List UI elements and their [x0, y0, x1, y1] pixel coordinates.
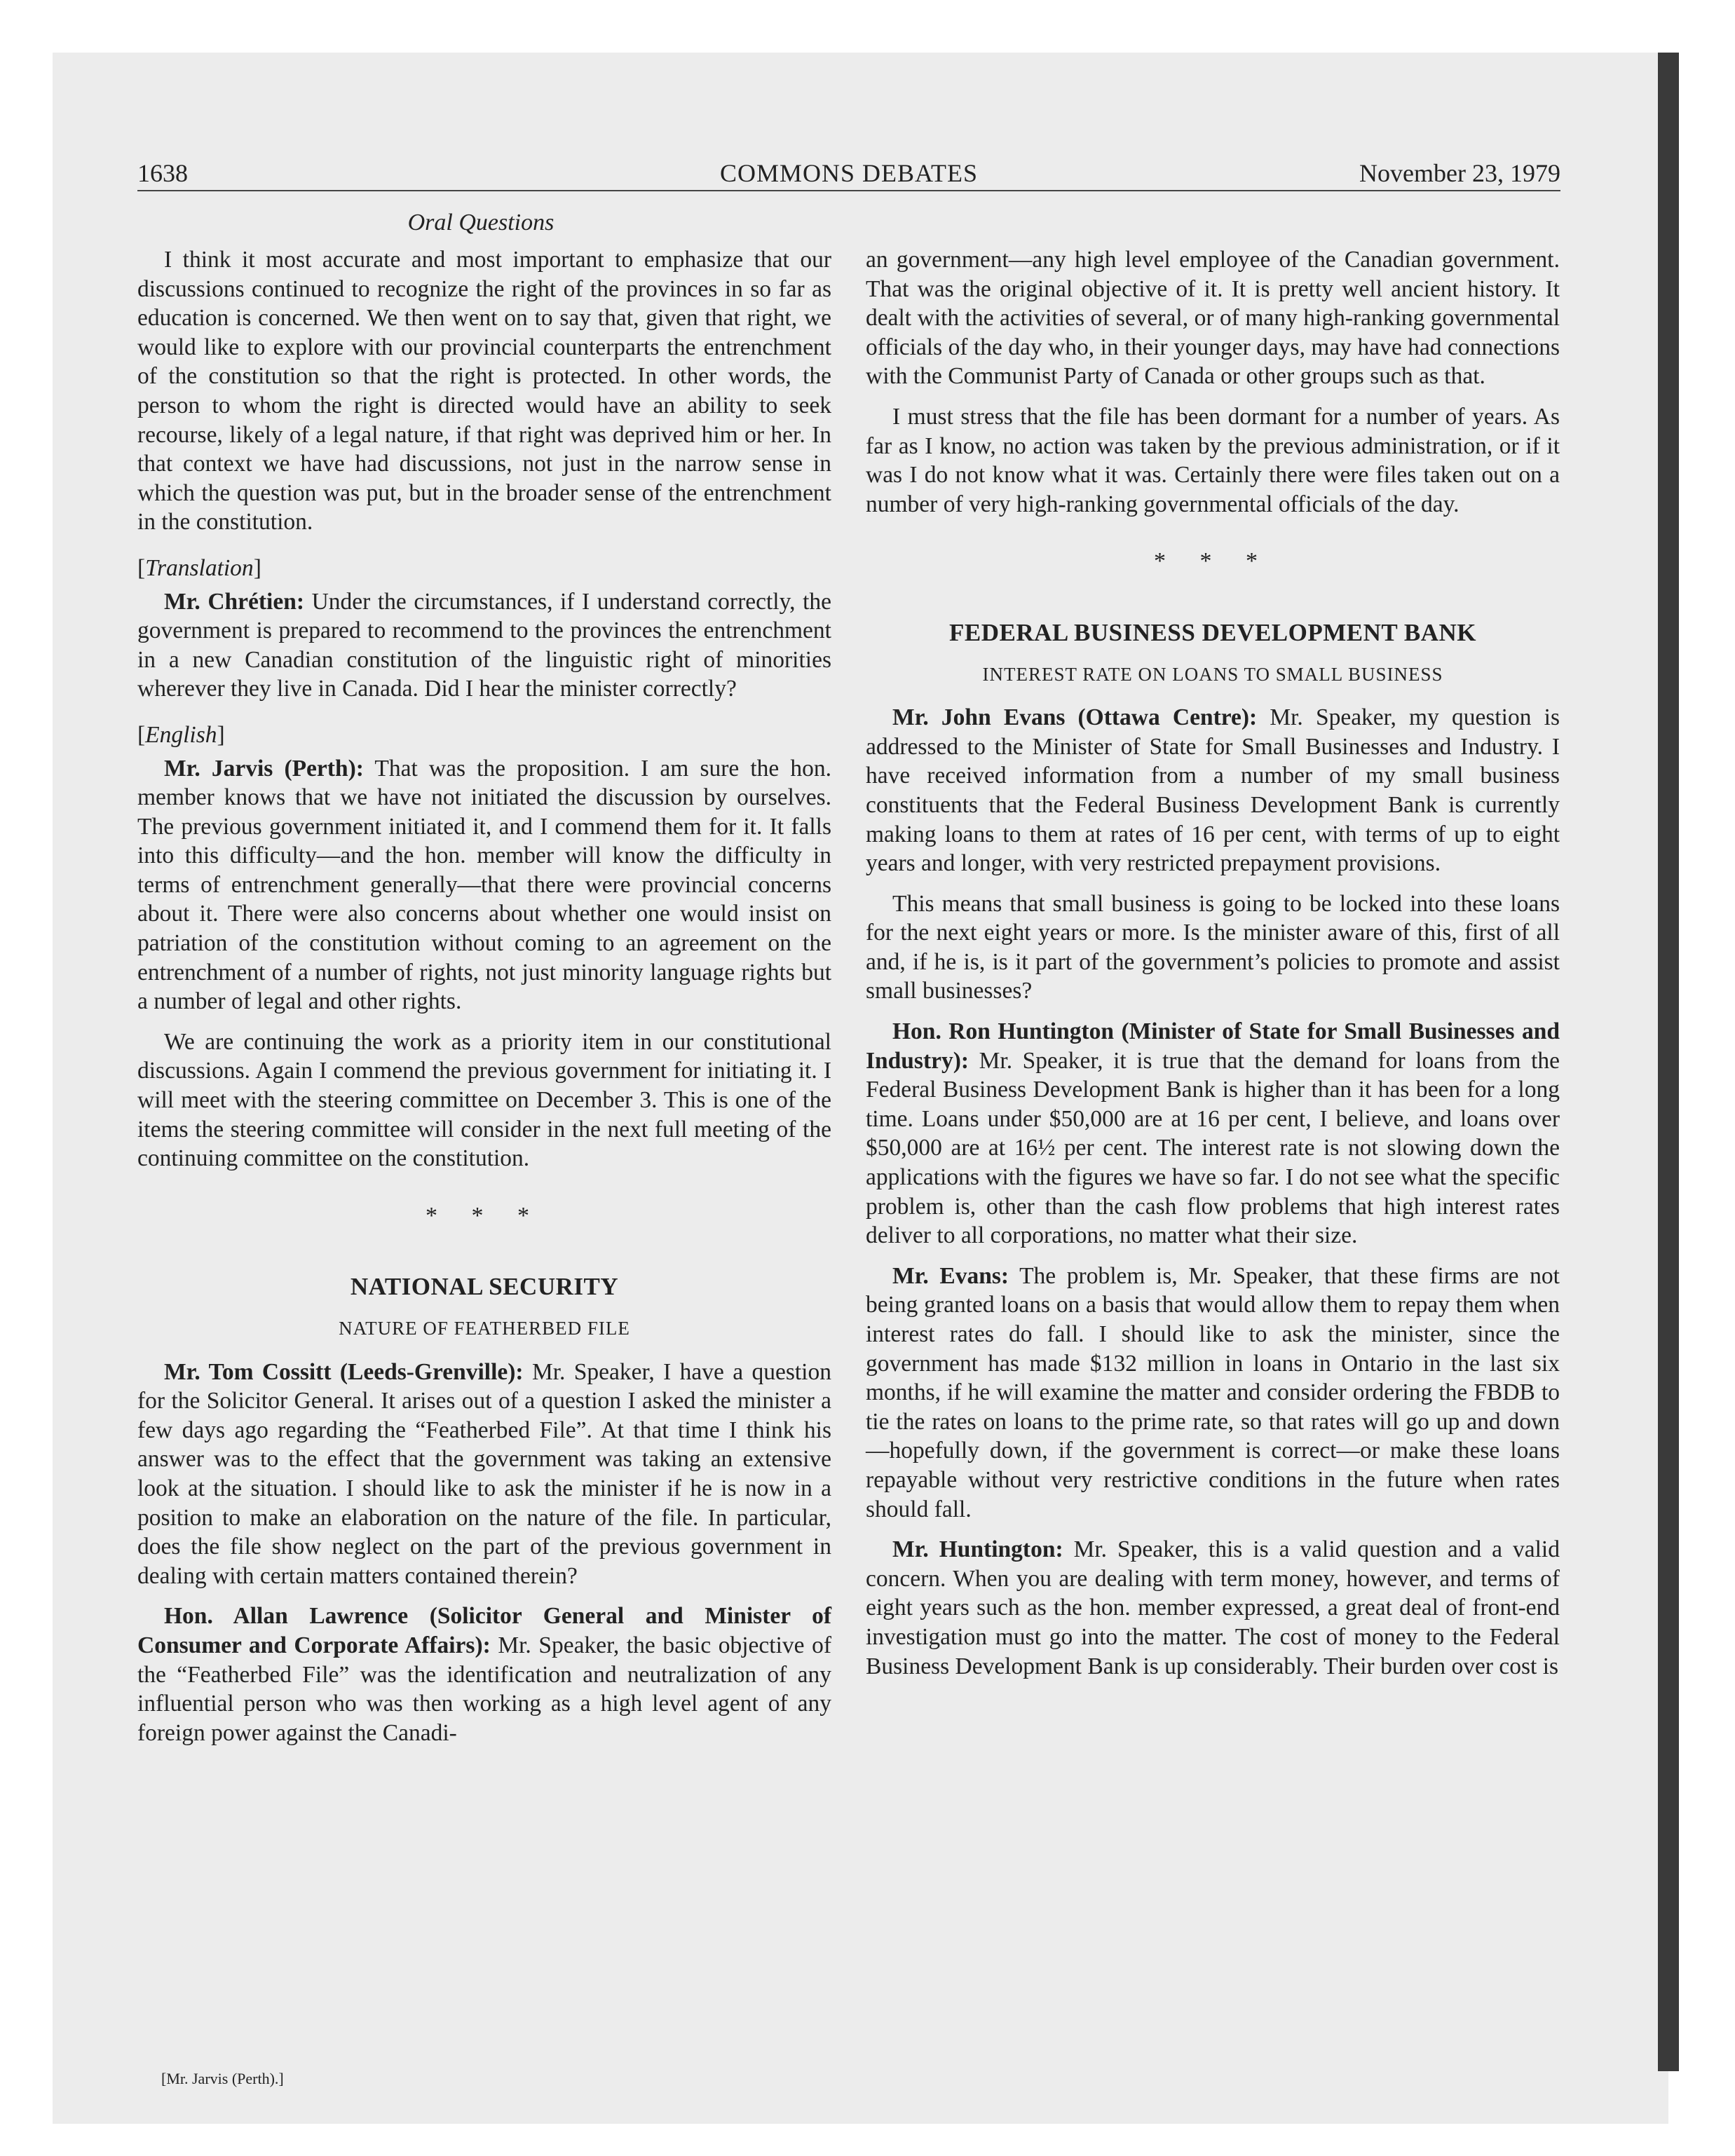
section-subheading: NATURE OF FEATHERBED FILE — [339, 1318, 630, 1339]
language-tag: [English] — [137, 721, 225, 748]
section-separator: * * * — [426, 1202, 543, 1229]
paragraph — [866, 1017, 1560, 1250]
page-header — [137, 156, 1560, 191]
publication-title: COMMONS DEBATES — [719, 159, 979, 187]
speech-text: The problem is, Mr. Speaker, that these firms are not being granted loans on a basis that would allow them to repay them when interest rates do fall. I should like to ask the minister, since the government has made $132 million in loans in Ontario in the last six months, if he will examine the matter and consider ordering the FBDB to tie the rates on loans to the prime rate, so that rates will go up and down—hopefully down, if the government is correct—or make these loans repayable without very restrictive conditions in the future when rates should fall. — [866, 1262, 1560, 1522]
language-tag-text: Translation — [145, 554, 254, 581]
paragraph: We are continuing the work as a priority item in our constitutional discussions. Again I commend the previous government for initiating it. I will meet with the steering committee on December 3. This is one of the items the steering committee will consider in the next full meeting of the continuing committee on the constitution. — [137, 1028, 831, 1172]
speech-text: Mr. Speaker, this is a valid question and a valid concern. When you are dealing with term money, however, and terms of eight years such as the hon. member expressed, a great deal of front-end investigation must go into the matter. The cost of money to the Federal Business Development Bank is up considerably. Their burden over cost is — [866, 1536, 1560, 1679]
right-column — [866, 245, 1560, 1692]
speech-text: Mr. Speaker, it is true that the demand for loans from the Federal Business Development Bank is higher than it has been for a long time. Loans under $50,000 are at 16 per cent, I believe, and loans over $50,000 are at 16½ per cent. The interest rate is not slowing down the applications with the figures we have so far. I do not see what the specific problem is, other than the cash flow problems that high interest rates deliver to all corporations, no matter what their size. — [866, 1047, 1560, 1249]
speech-text: That was the proposition. I am sure the hon. member knows that we have not initiated the discussion by ourselves. The previous government initiated it, and I commend them for it. It falls into this difficulty—and the hon. member will know the difficulty in terms of entrenchment generally—that there were provincial concerns about it. There were also concerns about whether one would insist on patriation of the constitution without coming to an agreement on the entrenchment of a number of rights, not just minority language rights but a number of legal and other rights. — [137, 755, 831, 1015]
speaker-name: Mr. Chrétien: — [164, 588, 305, 615]
binding-edge — [1658, 53, 1679, 2071]
speaker-name: Hon. Ron Huntington (Minister of State for Small Businesses and Industry): — [866, 1018, 1560, 1074]
section-heading: FEDERAL BUSINESS DEVELOPMENT BANK — [949, 618, 1476, 646]
paragraph: This means that small business is going to be locked into these loans for the next eight years or more. Is the minister aware of this, first of all and, if he is, is it part of the government’s policies to promote and assist small businesses? — [866, 890, 1560, 1004]
paragraph: I think it most accurate and most important to emphasize that our discussions continued to recognize the right of the provinces in so far as education is concerned. We then went on to say that, given that right, we would like to explore with our provincial counterparts the entrenchment of the constitution so that the right is protected. In other words, the person to whom the right is directed would have an ability to seek recourse, likely of a legal nature, if that right was deprived him or her. In that context we have had discussions, not just in the narrow sense in which the question was put, but in the broader sense of the entrenchment in the constitution. — [137, 247, 831, 535]
speaker-name: Mr. Evans: — [892, 1262, 1009, 1289]
speech-text: Mr. Speaker, I have a question for the Solicitor General. It arises out of a question I asked the minister a few days ago regarding the “Featherbed File”. At that time I think his answer was to the effect that the government was taking an extensive look at the situation. I should like to ask the minister if he is now in a position to make an elaboration on the nature of the file. In particular, does the file show neglect on the part of the previous government in dealing with certain matters contained therein? — [137, 1358, 831, 1589]
paragraph — [137, 1602, 831, 1747]
language-tag-text: English — [145, 721, 217, 748]
left-column — [137, 245, 831, 1759]
paragraph: I must stress that the file has been dormant for a number of years. As far as I know, no action was taken by the previous administration, or if it was I do not know what it was. Certainly there were files taken out on a number of very high-ranking governmental officials of the day. — [866, 403, 1560, 517]
speech-text: Mr. Speaker, the basic objective of the “Featherbed File” was the identification and neutralization of any influential person who was then working as a high level agent of any foreign power against the Canadi- — [137, 1632, 832, 1746]
page-number: 1638 — [137, 159, 188, 187]
paragraph — [866, 703, 1560, 878]
language-tag: [Translation] — [137, 554, 261, 581]
section-subheading: INTEREST RATE ON LOANS TO SMALL BUSINESS — [982, 663, 1443, 685]
paragraph: an government—any high level employee of the Canadian government. That was the original objective of it. It is pretty well ancient history. It dealt with the activities of several, or of many high-ranking governmental officials of the day who, in their younger days, may have had connections with the Communist Party of Canada or other groups such as that. — [866, 247, 1560, 390]
header-rule — [137, 190, 1560, 191]
speech-text: Under the circumstances, if I understand correctly, the government is prepared to recommend to the provinces the entrenchment in a new Canadian constitution of the linguistic right of minorities wherever they live in Canada. Did I hear the minister correctly? — [137, 588, 832, 702]
paragraph — [137, 587, 831, 704]
speaker-name: Mr. Jarvis (Perth): — [164, 755, 364, 782]
speaker-name: Hon. Allan Lawrence (Solicitor General and Minister of Consumer and Corporate Affairs): — [137, 1603, 831, 1658]
speech-text: Mr. Speaker, my question is addressed to the Minister of State for Small Businesses and Industry. I have received information from a number of my small business constituents that the Federal Business Development Bank is currently making loans to them at rates of 16 per cent, with terms of up to eight years and longer, with very restricted prepayment provisions. — [866, 704, 1560, 877]
paragraph — [137, 1358, 831, 1591]
section-label: Oral Questions — [407, 210, 554, 236]
speaker-name: Mr. Tom Cossitt (Leeds-Grenville): — [164, 1358, 524, 1385]
speaker-name: Mr. Huntington: — [892, 1536, 1063, 1563]
page-footer-note: [Mr. Jarvis (Perth).] — [161, 2070, 284, 2087]
paragraph — [866, 1262, 1560, 1524]
section-heading: NATIONAL SECURITY — [350, 1273, 619, 1301]
paragraph — [137, 754, 831, 1016]
paragraph — [866, 1535, 1560, 1681]
section-separator: * * * — [1154, 548, 1272, 575]
page-date: November 23, 1979 — [1359, 159, 1560, 187]
speaker-name: Mr. John Evans (Ottawa Centre): — [892, 704, 1258, 731]
